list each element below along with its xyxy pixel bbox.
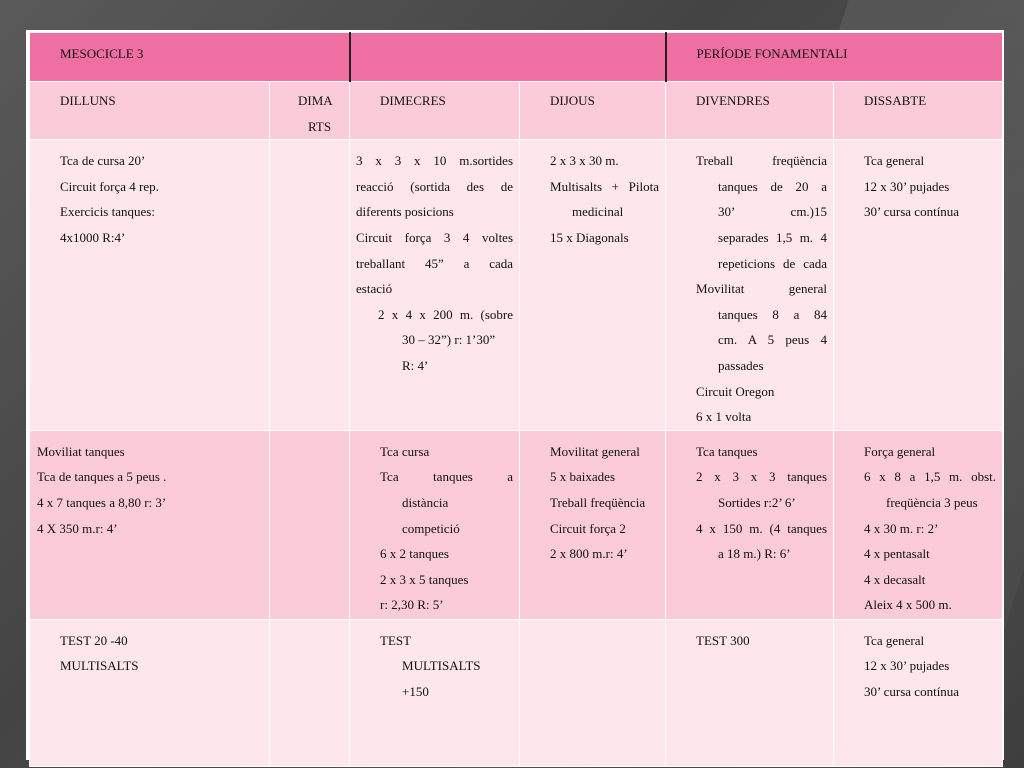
day-label: DIMA <box>298 93 333 108</box>
cell-dimarts <box>270 430 350 619</box>
exercise-line: Circuit força 2 <box>550 520 626 536</box>
exercise-line: Tca de cursa 20’ <box>60 153 146 169</box>
exercise-line: 4 x 7 tanques a 8,80 r: 3’ <box>37 494 167 510</box>
exercise-line: freqüència 3 peus <box>886 494 978 510</box>
cell-dissabte <box>834 140 1003 431</box>
exercise-line: 3 x 3 x 10 m.sortides <box>356 153 514 169</box>
days-row <box>30 82 1003 140</box>
exercise-line: R: 4’ <box>402 357 429 373</box>
day-header <box>666 82 834 140</box>
day-label: DILLUNS <box>60 93 116 108</box>
exercise-line: 30’ cursa contínua <box>864 204 960 220</box>
exercise-line: TEST 20 -40 <box>60 632 128 648</box>
exercise-line: Sortides r:2’ 6’ <box>718 494 796 510</box>
exercise-line: tanques 8 a 84 <box>718 306 828 322</box>
exercise-line: distància <box>402 494 449 510</box>
exercise-line: MULTISALTS <box>402 658 481 674</box>
cell-dimecres <box>350 430 520 619</box>
exercise-line: medicinal <box>572 204 624 220</box>
exercise-line: Tca tanques <box>696 443 758 459</box>
cell-dissabte <box>834 430 1003 619</box>
exercise-line: TEST <box>380 632 412 648</box>
exercise-line: Circuit força 3 4 voltes <box>356 229 514 245</box>
exercise-line: 4 x 30 m. r: 2’ <box>864 520 939 536</box>
exercise-line: Aleix 4 x 500 m. <box>864 597 952 613</box>
exercise-line: 15 x Diagonals <box>550 229 629 245</box>
exercise-line: 4x1000 R:4’ <box>60 229 126 245</box>
exercise-line: Treball freqüència <box>696 153 828 169</box>
day-header <box>270 82 350 140</box>
exercise-line: Exercicis tanques: <box>60 204 155 220</box>
cell-dimarts <box>270 619 350 766</box>
header-period-cell <box>666 33 1003 82</box>
exercise-line: Tca de tanques a 5 peus . <box>37 469 167 485</box>
exercise-line: treballant 45” a cada <box>356 255 514 271</box>
cell-dilluns <box>30 140 270 431</box>
cell-dimecres <box>350 140 520 431</box>
exercise-line: 12 x 30’ pujades <box>864 178 950 194</box>
day-label: DISSABTE <box>864 93 927 108</box>
exercise-line: 4 x 150 m. (4 tanques <box>696 520 828 536</box>
exercise-line: tanques de 20 a <box>718 178 828 194</box>
day-label: DIVENDRES <box>696 93 770 108</box>
period-title: PERÍODE FONAMENTALI <box>696 46 848 61</box>
exercise-line: Força general <box>864 443 936 459</box>
exercise-line: Multisalts + Pilota <box>550 178 660 194</box>
exercise-line: reacció (sortida des de <box>356 178 514 194</box>
header-row <box>30 33 1003 82</box>
week-row-1 <box>30 140 1003 431</box>
exercise-line: Tca tanques a <box>380 469 514 485</box>
exercise-line: Circuit força 4 rep. <box>60 178 159 194</box>
cell-dilluns <box>30 430 270 619</box>
exercise-line: TEST 300 <box>696 632 750 648</box>
cell-dimecres <box>350 619 520 766</box>
exercise-line: 2 x 3 x 3 tanques <box>696 469 828 485</box>
cell-dijous <box>520 430 666 619</box>
exercise-line: 30 – 32”) r: 1’30” <box>402 332 496 348</box>
exercise-line: separades 1,5 m. 4 <box>718 229 828 245</box>
exercise-line: estació <box>356 281 393 297</box>
exercise-line: 12 x 30’ pujades <box>864 658 950 674</box>
exercise-line: 2 x 3 x 5 tanques <box>380 571 469 587</box>
exercise-line: 6 x 8 a 1,5 m. obst. <box>864 469 997 485</box>
cell-divendres <box>666 619 834 766</box>
exercise-line: MULTISALTS <box>60 658 139 674</box>
day-header <box>834 82 1003 140</box>
week-row-2 <box>30 430 1003 619</box>
exercise-line: diferents posicions <box>356 204 454 220</box>
exercise-line: passades <box>718 357 764 373</box>
exercise-line: 2 x 3 x 30 m. <box>550 153 619 169</box>
exercise-line: 6 x 2 tanques <box>380 546 449 562</box>
exercise-line: Movilitat general <box>696 281 828 297</box>
day-header <box>30 82 270 140</box>
exercise-line: r: 2,30 R: 5’ <box>380 597 444 613</box>
exercise-line: Treball freqüència <box>550 494 646 510</box>
cell-dimarts <box>270 140 350 431</box>
day-header <box>520 82 666 140</box>
exercise-line: a 18 m.) R: 6’ <box>718 546 791 562</box>
exercise-line: 4 x decasalt <box>864 571 926 587</box>
cell-dijous <box>520 619 666 766</box>
exercise-line: 4 X 350 m.r: 4’ <box>37 520 118 536</box>
exercise-line: 2 x 800 m.r: 4’ <box>550 546 628 562</box>
exercise-line: repeticions de cada <box>718 255 828 271</box>
exercise-line: +150 <box>402 683 429 699</box>
exercise-line: 6 x 1 volta <box>696 409 752 425</box>
exercise-line: 4 x pentasalt <box>864 546 930 562</box>
exercise-line: Movilitat general <box>550 443 640 459</box>
cell-dissabte <box>834 619 1003 766</box>
day-header <box>350 82 520 140</box>
exercise-line: 2 x 4 x 200 m. (sobre <box>378 306 514 322</box>
cell-dilluns <box>30 619 270 766</box>
exercise-line: Tca general <box>864 632 925 648</box>
cell-dijous <box>520 140 666 431</box>
training-plan-table <box>29 32 1003 767</box>
exercise-line: Circuit Oregon <box>696 383 775 399</box>
exercise-line: 5 x baixades <box>550 469 615 485</box>
day-label: RTS <box>308 118 332 134</box>
day-label: DIJOUS <box>550 93 595 108</box>
exercise-line: competició <box>402 520 460 536</box>
exercise-line: Tca cursa <box>380 443 430 459</box>
cell-divendres <box>666 430 834 619</box>
exercise-line: 30’ cursa contínua <box>864 683 960 699</box>
exercise-line: 30’ cm.)15 <box>718 204 828 220</box>
exercise-line: cm. A 5 peus 4 <box>718 332 828 348</box>
day-label: DIMECRES <box>380 93 446 108</box>
week-row-3 <box>30 619 1003 766</box>
mesocycle-title: MESOCICLE 3 <box>60 46 144 61</box>
exercise-line: Moviliat tanques <box>37 443 125 459</box>
cell-divendres <box>666 140 834 431</box>
header-mesocycle-cell <box>30 33 350 82</box>
header-empty-cell <box>350 33 666 82</box>
exercise-line: Tca general <box>864 153 925 169</box>
